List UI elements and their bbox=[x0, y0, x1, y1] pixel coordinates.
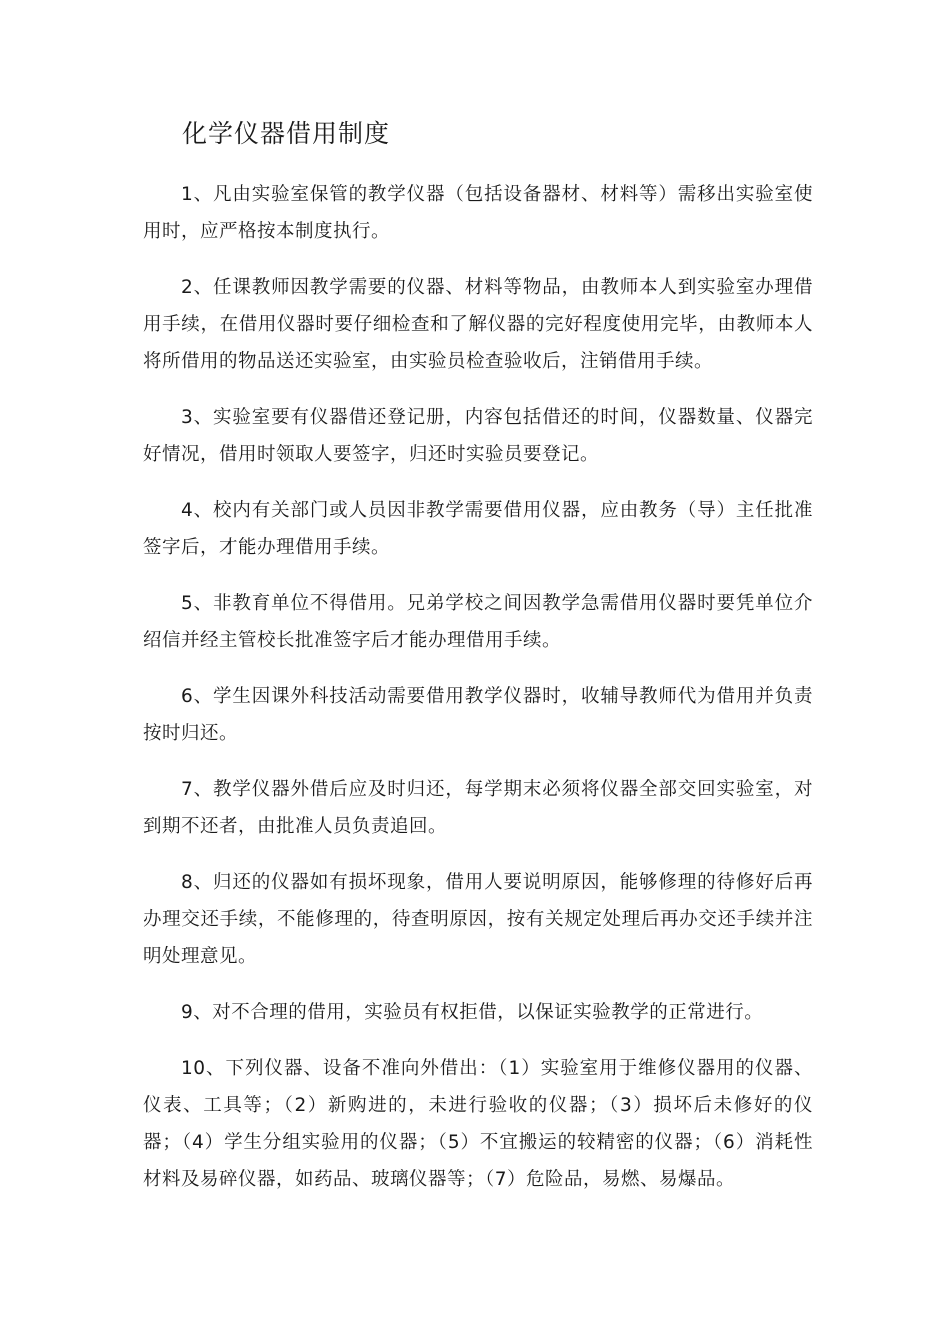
clause-9: 9、对不合理的借用，实验员有权拒借，以保证实验教学的正常进行。 bbox=[181, 1002, 764, 1023]
clause-list bbox=[143, 176, 813, 1217]
clause-7: 7、教学仪器外借后应及时归还，每学期末必须将仪器全部交回实验室，对到期不还者，由批准人员负责追回。 bbox=[143, 779, 813, 837]
clause-3: 3、实验室要有仪器借还登记册，内容包括借还的时间，仪器数量、仪器完好情况，借用时领取人要签字，归还时实验员要登记。 bbox=[143, 407, 813, 465]
clause-5: 5、非教育单位不得借用。兄弟学校之间因教学急需借用仪器时要凭单位介绍信并经主管校长批准签字后才能办理借用手续。 bbox=[143, 593, 813, 651]
clause-8: 8、归还的仪器如有损坏现象，借用人要说明原因，能够修理的待修好后再办理交还手续，不能修理的，待查明原因，按有关规定处理后再办交还手续并注明处理意见。 bbox=[143, 872, 813, 967]
clause-10: 10、下列仪器、设备不准向外借出：（1）实验室用于维修仪器用的仪器、仪表、工具等；（2）新购进的，未进行验收的仪器；（3）损坏后未修好的仪器；（4）学生分组实验用的仪器；（5）不宜搬运的较精密的仪器；（6）消耗性材料及易碎仪器，如药品、玻璃仪器等；（7）危险品，易燃、易爆品。 bbox=[143, 1058, 813, 1190]
clause-6: 6、学生因课外科技活动需要借用教学仪器时，收辅导教师代为借用并负责按时归还。 bbox=[143, 686, 813, 744]
clause-4: 4、校内有关部门或人员因非教学需要借用仪器，应由教务（导）主任批准签字后，才能办理借用手续。 bbox=[143, 500, 813, 558]
document-title: 化学仪器借用制度 bbox=[182, 119, 391, 148]
clause-1: 1、凡由实验室保管的教学仪器（包括设备器材、材料等）需移出实验室使用时，应严格按本制度执行。 bbox=[143, 184, 813, 242]
clause-2: 2、任课教师因教学需要的仪器、材料等物品，由教师本人到实验室办理借用手续，在借用仪器时要仔细检查和了解仪器的完好程度使用完毕，由教师本人将所借用的物品送还实验室，由实验员检查验收后，注销借用手续。 bbox=[143, 277, 813, 372]
